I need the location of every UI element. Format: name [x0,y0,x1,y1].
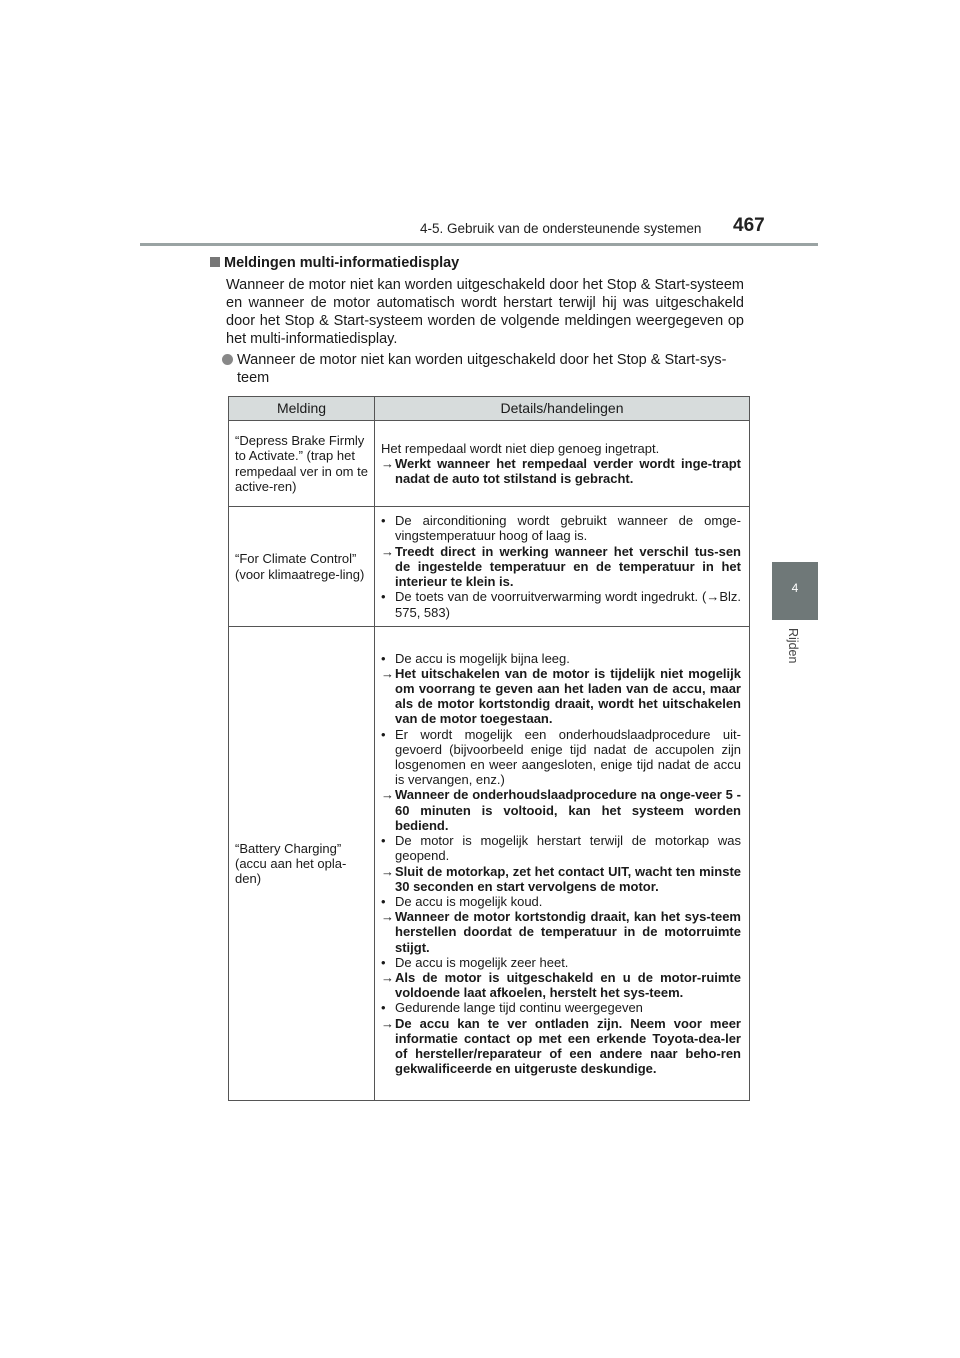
details-cell [375,627,750,1101]
action-item [381,864,741,894]
action-item [381,456,741,486]
cause-item [381,1000,741,1015]
item-text: De accu is mogelijk koud. [395,893,543,909]
bullet-icon: • [381,589,386,605]
action-item [381,787,741,833]
condition-text-line1: Wanneer de motor niet kan worden uitgeschakeld door het Stop & Start-sys- [237,352,727,368]
item-text: Wanneer de onderhoudslaadprocedure na onge-veer 5 - 60 minuten is voltooid, kan het systeem worden bediend. [395,787,741,833]
chapter-tab [772,562,818,620]
intro-paragraph: Wanneer de motor niet kan worden uitgeschakeld door het Stop & Start-systeem en wanneer de motor automatisch wordt herstart terwijl hij was uitgeschakeld door het Stop & Start-systeem worden de volgende meldingen weergegeven op het multi-informatiedisplay. [226,277,744,347]
item-text: De motor is mogelijk herstart terwijl de motorkap was geopend. [395,833,741,864]
arrow-icon: → [381,1015,394,1031]
bullet-icon: • [381,726,386,742]
cause-item [381,651,741,666]
arrow-icon: → [381,909,394,925]
cause-item [381,833,741,863]
cause-item [381,727,741,788]
melding-cell: “Depress Brake Firmly to Activate.” (trap het rempedaal ver in om te active-ren) [229,421,375,507]
details-cell [375,507,750,627]
item-text: Gedurende lange tijd continu weergegeven [395,1000,643,1016]
arrow-icon: → [381,787,394,803]
item-text: De toets van de voorruitverwarming wordt ingedrukt. (→Blz. 575, 583) [395,589,741,620]
item-text: Het uitschakelen van de motor is tijdelijk niet mogelijk om voorrang te geven aan het laden van de accu, maar als de motor kortstondig draait, wordt het uitschakelen van de motor toegestaan. [395,665,741,727]
square-bullet-icon [210,257,220,267]
melding-cell: “For Climate Control” (voor klimaatrege-ling) [229,507,375,627]
item-text: Als de motor is uitgeschakeld en u de motor-ruimte voldoende laat afkoelen, herstelt het sys-teem. [395,969,741,1001]
header-divider [140,243,818,246]
bullet-icon: • [381,893,386,909]
chapter-number: 4 [791,581,799,595]
action-item [381,970,741,1000]
action-item [381,544,741,590]
action-item [381,666,741,727]
details-cell [375,421,750,507]
cause-item [381,955,741,970]
bullet-icon: • [381,833,386,849]
melding-cell: “Battery Charging” (accu aan het opla-den) [229,627,375,1101]
item-text: Werkt wanneer het rempedaal verder wordt inge-trapt nadat de auto tot stilstand is gebracht. [395,455,741,487]
condition-bullet [222,351,744,387]
bullet-icon: • [381,650,386,666]
cause-item [381,894,741,909]
table-row [229,421,750,507]
arrow-icon: → [381,969,394,985]
arrow-icon: → [381,543,394,559]
table-header-row [229,397,750,421]
bullet-icon: • [381,954,386,970]
item-text: De accu is mogelijk zeer heet. [395,954,569,970]
item-text: De accu kan te ver ontladen zijn. Neem voor meer informatie contact op met een erkende Toyota-dea-ler of hersteller/reparateur of een andere naar beho-ren gekwalificeerde en uitgeruste deskundige. [395,1015,741,1077]
arrow-icon: → [381,863,394,879]
bullet-icon: • [381,1000,386,1016]
section-heading [210,255,459,271]
chapter-label: Rijden [786,628,800,664]
action-item [381,1016,741,1077]
arrow-icon: → [381,665,394,681]
section-heading-text: Meldingen multi-informatiedisplay [224,255,460,271]
column-header-details: Details/handelingen [375,397,750,421]
column-header-melding: Melding [229,397,375,421]
condition-text-line2: teem [237,370,270,386]
page-section-header: 4-5. Gebruik van de ondersteunende systemen [420,221,702,236]
messages-table [228,396,750,1101]
table-row [229,507,750,627]
item-text: Treedt direct in werking wanneer het verschil tus-sen de ingestelde temperatuur en de temperatuur in het interieur te klein is. [395,543,741,590]
item-text: De airconditioning wordt gebruikt wanneer de omge-vingstemperatuur hoog of laag is. [395,513,741,544]
item-text: De accu is mogelijk bijna leeg. [395,650,570,666]
cause-item [381,589,741,619]
table-row [229,627,750,1101]
circle-bullet-icon [222,354,233,365]
details-plain-text: Het rempedaal wordt niet diep genoeg ingetrapt. [381,440,660,456]
item-text: Wanneer de motor kortstondig draait, kan het sys-teem herstellen doordat de temperatuur in de motorruimte stijgt. [395,909,741,955]
item-text: Sluit de motorkap, zet het contact UIT, wacht ten minste 30 seconden en start vervolgens de motor. [395,863,741,894]
page-number: 467 [733,215,765,236]
cause-item [381,513,741,543]
arrow-icon: → [381,455,394,471]
item-text: Er wordt mogelijk een onderhoudslaadprocedure uit-gevoerd (bijvoorbeeld enige tijd nadat de accupolen zijn losgenomen en weer aangesloten, enige tijd nadat de accu is vervangen, enz.) [395,726,741,788]
action-item [381,909,741,955]
bullet-icon: • [381,513,386,529]
